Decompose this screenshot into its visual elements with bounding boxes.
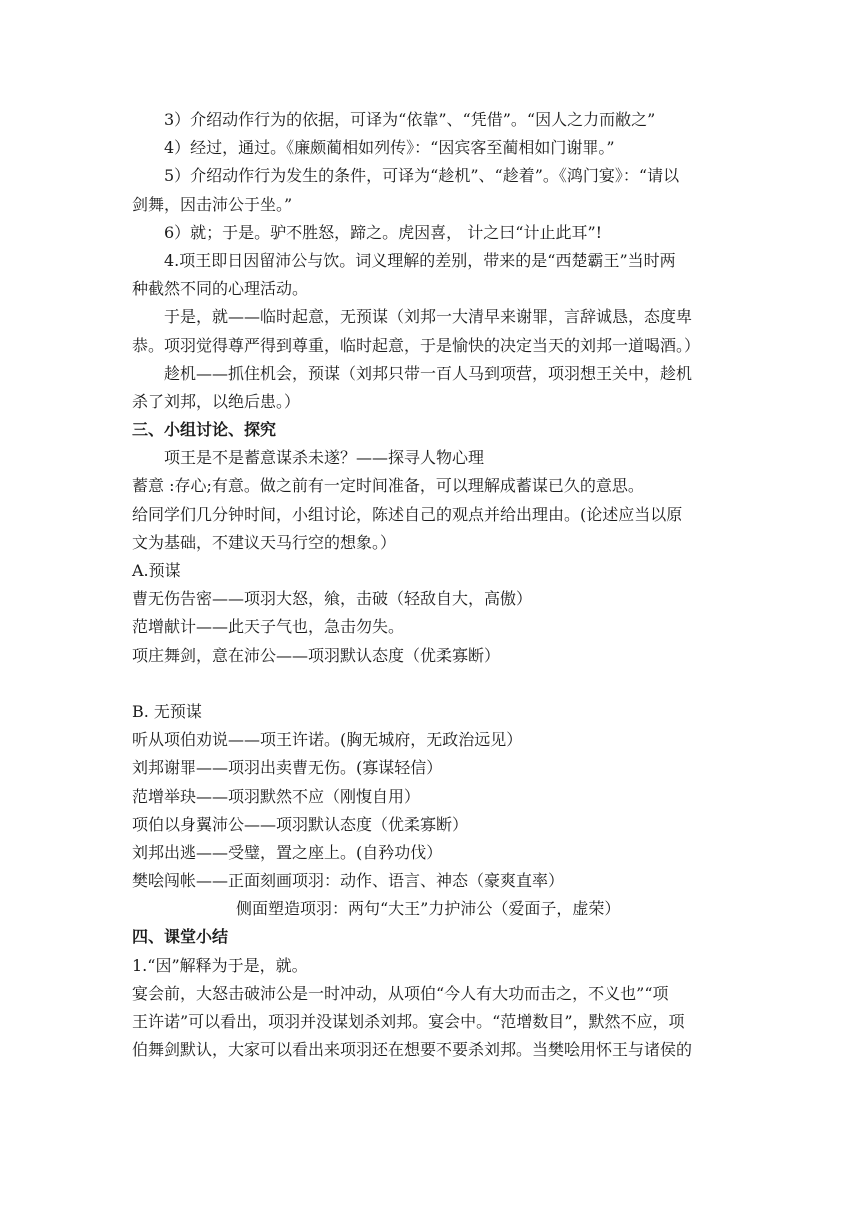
section-heading: 四、课堂小结 [132, 927, 229, 947]
text-line: 恭。项羽觉得尊严得到尊重，临时起意，于是愉快的决定当天的刘邦一道喝酒。） [132, 335, 701, 355]
section-heading: 三、小组讨论、探究 [132, 420, 277, 440]
text-line: A.预谋 [132, 561, 181, 580]
text-line: 蓄意 :存心;有意。做之前有一定时间准备，可以理解成蓄谋已久的意思。 [132, 476, 644, 496]
text-line: 剑舞，因击沛公于坐。” [132, 194, 293, 214]
text-line: 给同学们几分钟时间，小组讨论，陈述自己的观点并给出理由。(论述应当以原 [132, 504, 683, 524]
text-line: 项王是不是蓄意谋杀未遂？——探寻人物心理 [164, 448, 485, 468]
text-line: 4.项王即日因留沛公与饮。词义理解的差别，带来的是“西楚霸王”当时两 [164, 250, 676, 270]
text-line: 宴会前，大怒击破沛公是一时冲动，从项伯“今人有大功而击之，不义也”“项 [132, 983, 669, 1003]
text-line: B. 无预谋 [132, 701, 202, 721]
text-line: 种截然不同的心理活动。 [132, 279, 309, 299]
text-line: 范增举玦——项羽默然不应（刚愎自用） [132, 786, 421, 806]
text-line: 4）经过，通过。《廉颇蔺相如列传》：“因宾客至蔺相如门谢罪。” [164, 138, 615, 158]
text-line: 3）介绍动作行为的依据，可译为“依靠”、“凭借”。“因人之力而敝之” [164, 110, 656, 129]
text-line: 伯舞剑默认，大家可以看出来项羽还在想要不要杀刘邦。当樊哙用怀王与诸侯的 [132, 1040, 693, 1060]
text-line: 趁机——抓住机会，预谋（刘邦只带一百人马到项营，项羽想王关中，趁机 [164, 363, 693, 383]
text-line: 刘邦谢罪——项羽出卖曹无伤。(寡谋轻信） [132, 758, 443, 778]
text-line: 6）就；于是。驴不胜怒，蹄之。虎因喜， 计之曰“计止此耳”! [164, 222, 603, 242]
text-line: 侧面塑造项羽：两句“大王”力护沛公（爱面子，虚荣） [236, 899, 621, 919]
text-line: 1.“因”解释为于是，就。 [132, 955, 308, 975]
text-line: 王许诺”可以看出，项羽并没谋划杀刘邦。宴会中。“范增数目”，默然不应，项 [132, 1012, 685, 1031]
text-line: 于是，就——临时起意，无预谋（刘邦一大清早来谢罪，言辞诚恳，态度卑 [164, 307, 693, 327]
text-line: 文为基础，不建议天马行空的想象。） [132, 532, 397, 552]
blank-line [132, 670, 736, 698]
text-line: 范增献计——此天子气也，急击勿失。 [132, 617, 405, 637]
text-line: 曹无伤告密——项羽大怒，飨，击破（轻敌自大，高傲） [132, 589, 533, 609]
document-body [132, 106, 736, 1064]
text-line: 听从项伯劝说——项王许诺。(胸无城府，无政治远见） [132, 730, 523, 750]
text-line: 5）介绍动作行为发生的条件，可译为“趁机”、“趁着”。《鸿门宴》：“请以 [164, 166, 680, 186]
text-line: 杀了刘邦，以绝后患。） [132, 391, 301, 411]
text-line: 项伯以身翼沛公——项羽默认态度（优柔寡断） [132, 814, 469, 834]
text-line: 项庄舞剑，意在沛公——项羽默认态度（优柔寡断） [132, 645, 501, 665]
text-line: 樊哙闯帐——正面刻画项羽：动作、语言、神态（豪爽直率） [132, 871, 565, 891]
text-line: 刘邦出逃——受璧，置之座上。(自矜功伐） [132, 842, 443, 862]
